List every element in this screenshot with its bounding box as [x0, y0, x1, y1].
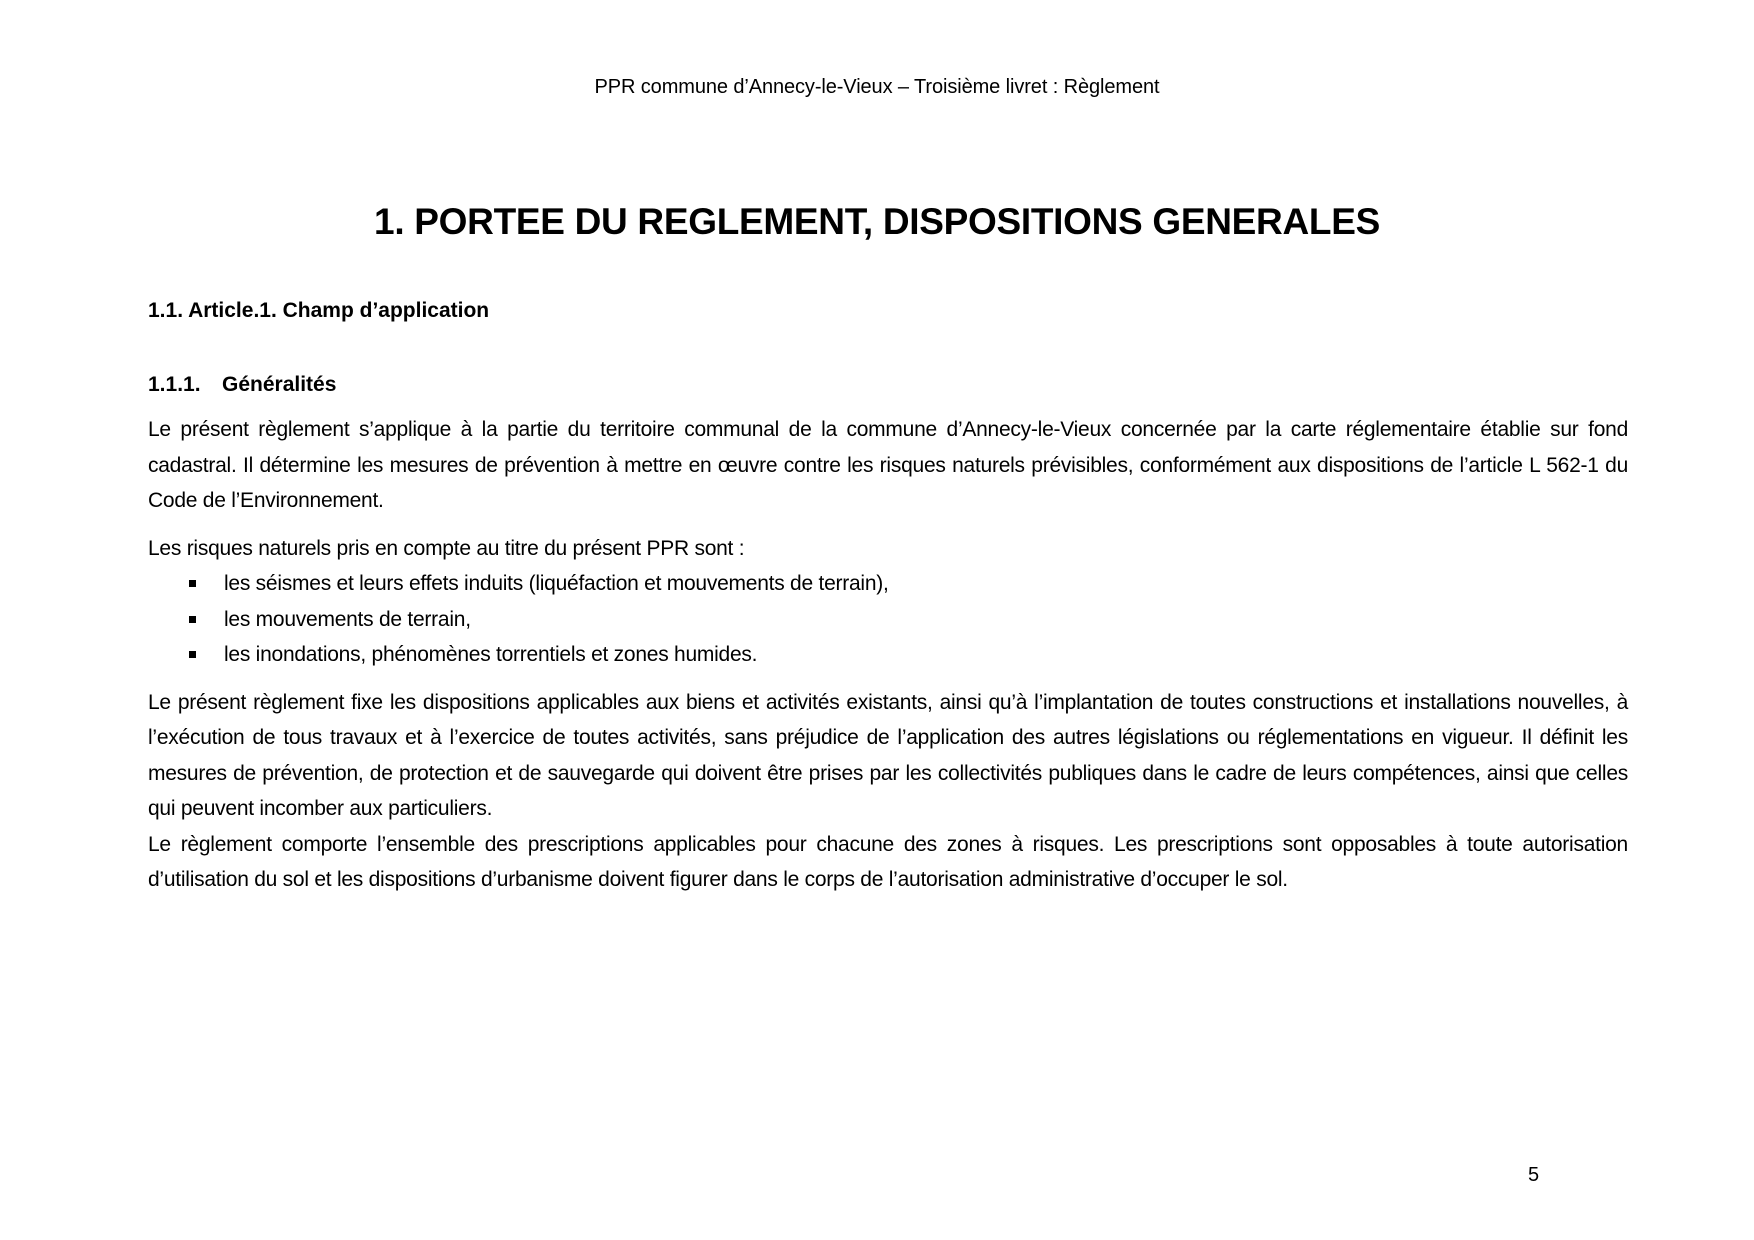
list-item-text: les séismes et leurs effets induits (liquéfaction et mouvements de terrain),: [224, 572, 889, 595]
list-item: [148, 566, 1628, 602]
list-item-text: les inondations, phénomènes torrentiels et zones humides.: [224, 643, 758, 666]
chapter-title: 1. PORTEE DU REGLEMENT, DISPOSITIONS GENERALES: [374, 201, 1380, 242]
square-bullet-icon: [189, 616, 196, 623]
square-bullet-icon: [189, 580, 196, 587]
paragraph-scope: Le présent règlement s’applique à la partie du territoire communal de la commune d’Annecy-le-Vieux concernée par la carte réglementaire établie sur fond cadastral. Il détermine les mesures de prévention à mettre en œuvre contre les risques naturels prévisibles, conformément aux dispositions de l’article L 562-1 du Code de l’Environnement.: [148, 418, 1628, 512]
risks-list: [148, 566, 1628, 673]
subsection-title: Généralités: [222, 373, 337, 396]
list-item: [148, 602, 1628, 638]
subsection-heading: [148, 372, 1628, 398]
paragraph-risks-intro: Les risques naturels pris en compte au titre du présent PPR sont :: [148, 536, 745, 560]
paragraph-prescriptions: Le règlement comporte l’ensemble des prescriptions applicables pour chacune des zones à risques. Les prescriptions sont opposables à toute autorisation d’utilisation du sol et les dispositions d’urbanisme doivent figurer dans le corps de l’autorisation administrative d’occuper le sol.: [148, 832, 1628, 891]
list-item-text: les mouvements de terrain,: [224, 607, 471, 631]
section-heading: 1.1. Article.1. Champ d’application: [148, 299, 490, 322]
subsection-number: 1.1.1.: [148, 373, 201, 396]
list-item: [148, 637, 1628, 673]
paragraph-provisions: Le présent règlement fixe les dispositions applicables aux biens et activités existants, ainsi qu’à l’implantation de toutes constructions et installations nouvelles, à l’exécution de tous travaux et à l’exercice de toutes activités, sans préjudice de l’application des autres législations ou réglementations en vigueur. Il définit les mesures de prévention, de protection et de sauvegarde qui doivent être prises par les collectivités publiques dans le cadre de leurs compétences, ainsi que celles qui peuvent incomber aux particuliers.: [148, 690, 1628, 820]
page-number: 5: [1528, 1164, 1540, 1186]
running-header: PPR commune d’Annecy-le-Vieux – Troisième livret : Règlement: [594, 76, 1160, 98]
square-bullet-icon: [189, 651, 196, 658]
document-body: [148, 298, 1628, 898]
